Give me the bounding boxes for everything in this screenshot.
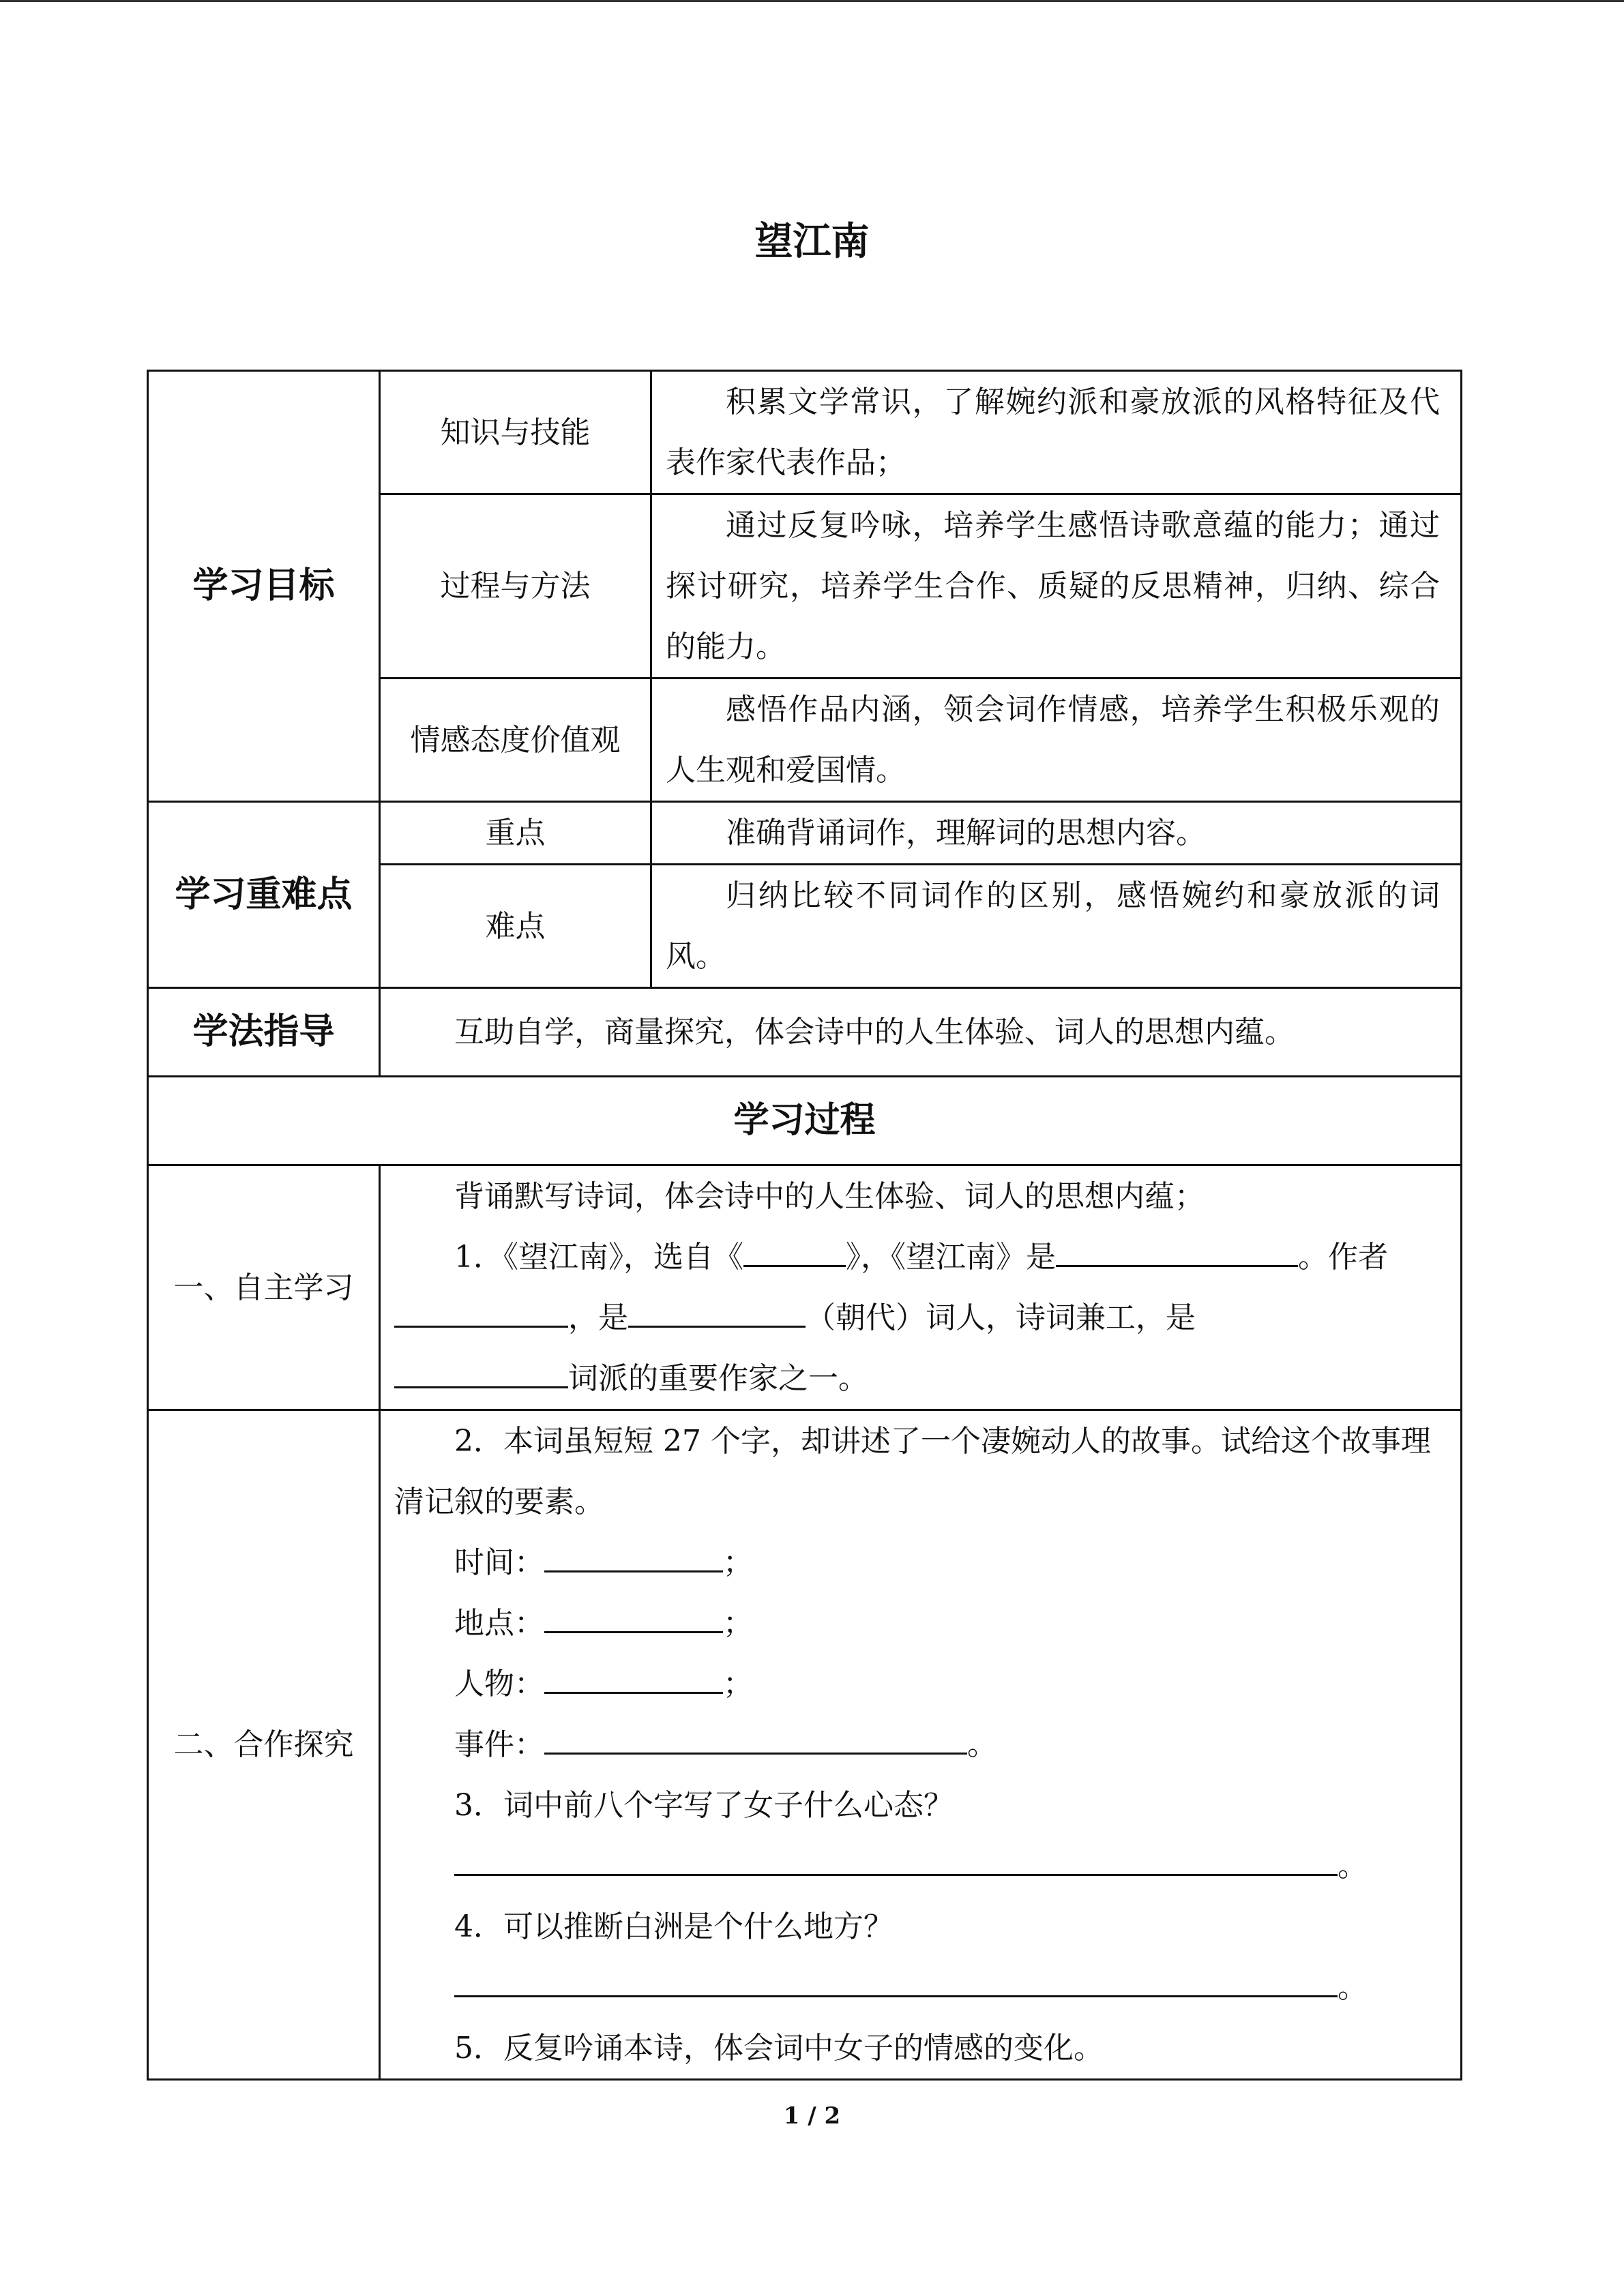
top-rule <box>0 0 1624 2</box>
answer-blank[interactable] <box>544 1656 723 1694</box>
answer-blank[interactable] <box>454 1960 1338 1997</box>
field-label: 地点： <box>454 1606 544 1641</box>
answer-blank[interactable] <box>743 1229 846 1267</box>
field-end: ； <box>723 1545 753 1580</box>
difficulties-heading: 学习重难点 <box>148 802 380 988</box>
answer-blank[interactable] <box>544 1717 967 1755</box>
key-point-row <box>148 802 1462 865</box>
field-end: 。 <box>967 1727 997 1762</box>
method-heading: 学法指导 <box>148 988 380 1077</box>
field-end: ； <box>723 1606 753 1641</box>
page-number: 1 / 2 <box>783 2102 841 2130</box>
page-title: 望江南 <box>754 220 870 264</box>
field-end: ； <box>723 1667 753 1701</box>
answer-blank[interactable] <box>394 1290 568 1328</box>
answer-end: 。 <box>1338 1970 1368 2005</box>
method-text: 互助自学，商量探究，体会诗中的人生体验、词人的思想内蕴。 <box>380 988 1462 1077</box>
q1-text: （朝代）词人，诗词兼工，是 <box>806 1300 1196 1335</box>
self-study-heading: 一、自主学习 <box>148 1165 380 1410</box>
q1-text: 。作者 <box>1298 1240 1388 1274</box>
q1-text: ，是 <box>568 1300 628 1335</box>
field-label: 人物： <box>454 1667 544 1701</box>
process-heading: 学习过程 <box>148 1077 1462 1165</box>
goal-label: 过程与方法 <box>380 494 651 679</box>
difficult-point-text: 归纳比较不同词作的区别，感悟婉约和豪放派的词风。 <box>651 865 1462 988</box>
key-point-text: 准确背诵词作，理解词的思想内容。 <box>651 802 1462 865</box>
cooperation-content <box>380 1410 1462 2080</box>
self-study-intro: 背诵默写诗词，体会诗中的人生体验、词人的思想内蕴； <box>454 1179 1205 1214</box>
difficult-point-label: 难点 <box>380 865 651 988</box>
field-label: 事件： <box>454 1727 544 1762</box>
process-heading-row <box>148 1077 1462 1165</box>
method-row <box>148 988 1462 1077</box>
answer-blank[interactable] <box>394 1351 568 1388</box>
key-point-label: 重点 <box>380 802 651 865</box>
goal-text: 通过反复吟咏，培养学生感悟诗歌意蕴的能力；通过探讨研究，培养学生合作、质疑的反思精神，归纳、综合的能力。 <box>651 494 1462 679</box>
goal-label: 情感态度价值观 <box>380 679 651 802</box>
goal-text: 感悟作品内涵，领会词作情感，培养学生积极乐观的人生观和爱国情。 <box>651 679 1462 802</box>
goal-label: 知识与技能 <box>380 371 651 494</box>
answer-blank[interactable] <box>628 1290 806 1328</box>
answer-blank[interactable] <box>454 1838 1338 1876</box>
field-time <box>394 1532 1440 1593</box>
question-2: 2．本词虽短短 27 个字，却讲述了一个凄婉动人的故事。试给这个故事理清记叙的要素。 <box>394 1424 1431 1519</box>
field-event <box>394 1714 1440 1775</box>
cooperation-row <box>148 1410 1462 2080</box>
self-study-content <box>380 1165 1462 1410</box>
question-4: 4．可以推断白洲是个什么地方？ <box>454 1909 894 1944</box>
self-study-row <box>148 1165 1462 1410</box>
answer-end: 。 <box>1338 1849 1368 1883</box>
answer-line-3 <box>394 1836 1440 1896</box>
q1-text: 》，《望江南》是 <box>846 1240 1056 1274</box>
goals-heading: 学习目标 <box>148 371 380 802</box>
q1-text: 词派的重要作家之一。 <box>568 1361 868 1396</box>
field-person <box>394 1654 1440 1714</box>
answer-line-4 <box>394 1957 1440 2018</box>
cooperation-heading: 二、合作探究 <box>148 1410 380 2080</box>
study-plan-table <box>147 370 1462 2081</box>
answer-blank[interactable] <box>544 1596 723 1633</box>
field-place <box>394 1593 1440 1654</box>
field-label: 时间： <box>454 1545 544 1580</box>
question-1 <box>394 1227 1440 1409</box>
goal-row-knowledge <box>148 371 1462 494</box>
q1-text: 1．《望江南》，选自《 <box>454 1240 743 1274</box>
answer-blank[interactable] <box>544 1535 723 1572</box>
question-5: 5．反复吟诵本诗，体会词中女子的情感的变化。 <box>454 2031 1104 2066</box>
goal-text: 积累文学常识，了解婉约派和豪放派的风格特征及代表作家代表作品； <box>651 371 1462 494</box>
question-3: 3．词中前八个字写了女子什么心态？ <box>454 1788 954 1823</box>
answer-blank[interactable] <box>1056 1229 1298 1267</box>
